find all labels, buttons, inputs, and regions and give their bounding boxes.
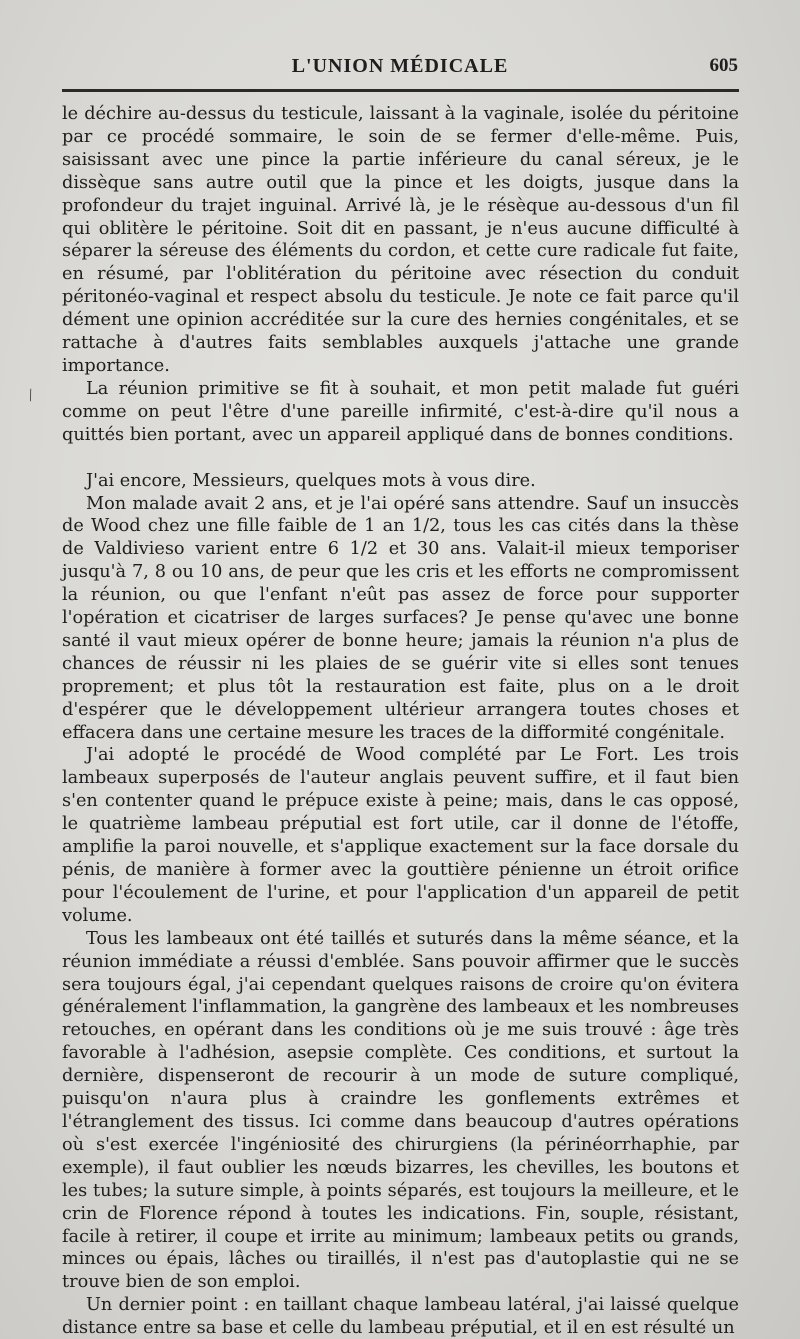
- paragraph-5: J'ai adopté le procédé de Wood complété par Le Fort. Les trois lambeaux superposés de l'auteur anglais peuvent suffire, et il faut bien s'en contenter quand le prépuce existe à peine; mais, dans le cas opposé, le quatrième lambeau préputial est fort utile, car il donne de l'étoffe, amplifie la paroi nouvelle, et s'applique exactement sur la face dorsale du pénis, de manière à former avec la gouttière pénienne un étroit orifice pour l'écoulement de l'urine, et pour l'application d'un appareil de petit volume.: [62, 745, 739, 926]
- paragraph-1: le déchire au-dessus du testicule, laissant à la vaginale, isolée du péritoine par ce procédé sommaire, le soin de se fermer d'elle-même. Puis, saisissant avec une pince la partie inférieure du canal séreux, je le dissèque sans autre outil que la pince et les doigts, jusque dans la profondeur du trajet inguinal. Arrivé là, je le résèque au-dessous d'un fil qui oblitère le péritoine. Soit dit en passant, je n'eus aucune difficulté à séparer la séreuse des éléments du cordon, et cette cure radicale fut faite, en résumé, par l'oblitération du péritoine avec résection du conduit péritonéo-vaginal et respect absolu du testicule. Je note ce fait parce qu'il dément une opinion accréditée sur la cure des hernies congénitales, et se rattache à d'autres faits semblables auxquels j'attache une grande importance.: [62, 104, 739, 376]
- header-rule: [62, 89, 739, 92]
- body-text: [62, 103, 739, 1339]
- margin-pencil-mark: ⁄: [26, 388, 37, 404]
- page-header: [62, 50, 738, 84]
- paragraph-7: Un dernier point : en taillant chaque lambeau latéral, j'ai laissé quelque distance entre sa base et celle du lambeau préputial, et il en est résulté un: [62, 1295, 739, 1339]
- page-number: 605: [709, 55, 738, 76]
- running-title: L'UNION MÉDICALE: [291, 55, 509, 77]
- paragraph-4: Mon malade avait 2 ans, et je l'ai opéré sans attendre. Sauf un insuccès de Wood chez une fille faible de 1 an 1/2, tous les cas cités dans la thèse de Valdivieso varient entre 6 1/2 et 30 ans. Valait-il mieux temporiser jusqu'à 7, 8 ou 10 ans, de peur que les cris et les efforts ne compromissent la réunion, ou que l'enfant n'eût pas assez de force pour supporter l'opération et cicatriser de larges surfaces? Je pense qu'avec une bonne santé il vaut mieux opérer de bonne heure; jamais la réunion n'a plus de chances de réussir ni les plaies de se guérir vite si elles sont tenues proprement; et plus tôt la restauration est faite, plus on a le droit d'espérer que le développement ultérieur arrangera toutes choses et effacera dans une certaine mesure les traces de la difformité congénitale.: [62, 493, 739, 743]
- paragraph-2: La réunion primitive se fit à souhait, et mon petit malade fut guéri comme on peut l'être d'une pareille infirmité, c'est-à-dire qu'il nous a quittés bien portant, avec un appareil appliqué dans de bonnes conditions.: [62, 378, 739, 445]
- paragraph-6: Tous les lambeaux ont été taillés et suturés dans la même séance, et la réunion immédiate a réussi d'emblée. Sans pouvoir affirmer que le succès sera toujours égal, j'ai cependant quelques raisons de croire qu'on évitera généralement l'inflammation, la gangrène des lambeaux et les nombreuses retouches, en opérant dans les conditions où je me suis trouvé : âge très favorable à l'adhésion, asepsie complète. Ces conditions, et surtout la dernière, dispenseront de recourir à un mode de suture compliqué, puisqu'on n'aura plus à craindre les gonflements extrêmes et l'étranglement des tissus. Ici comme dans beaucoup d'autres opérations où s'est exercée l'ingéniosité des chirurgiens (la périnéorrhaphie, par exemple), il faut oublier les nœuds bizarres, les chevilles, les boutons et les tubes; la suture simple, à points séparés, est toujours la meilleure, et le crin de Florence répond à toutes les indications. Fin, souple, résistant, facile à retirer, il coupe et irrite au minimum; lambeaux petits ou grands, minces ou épais, lâches ou tiraillés, il n'est pas d'autoplastie qui ne se trouve bien de son emploi.: [62, 928, 739, 1293]
- paragraph-3: J'ai encore, Messieurs, quelques mots à vous dire.: [86, 470, 536, 491]
